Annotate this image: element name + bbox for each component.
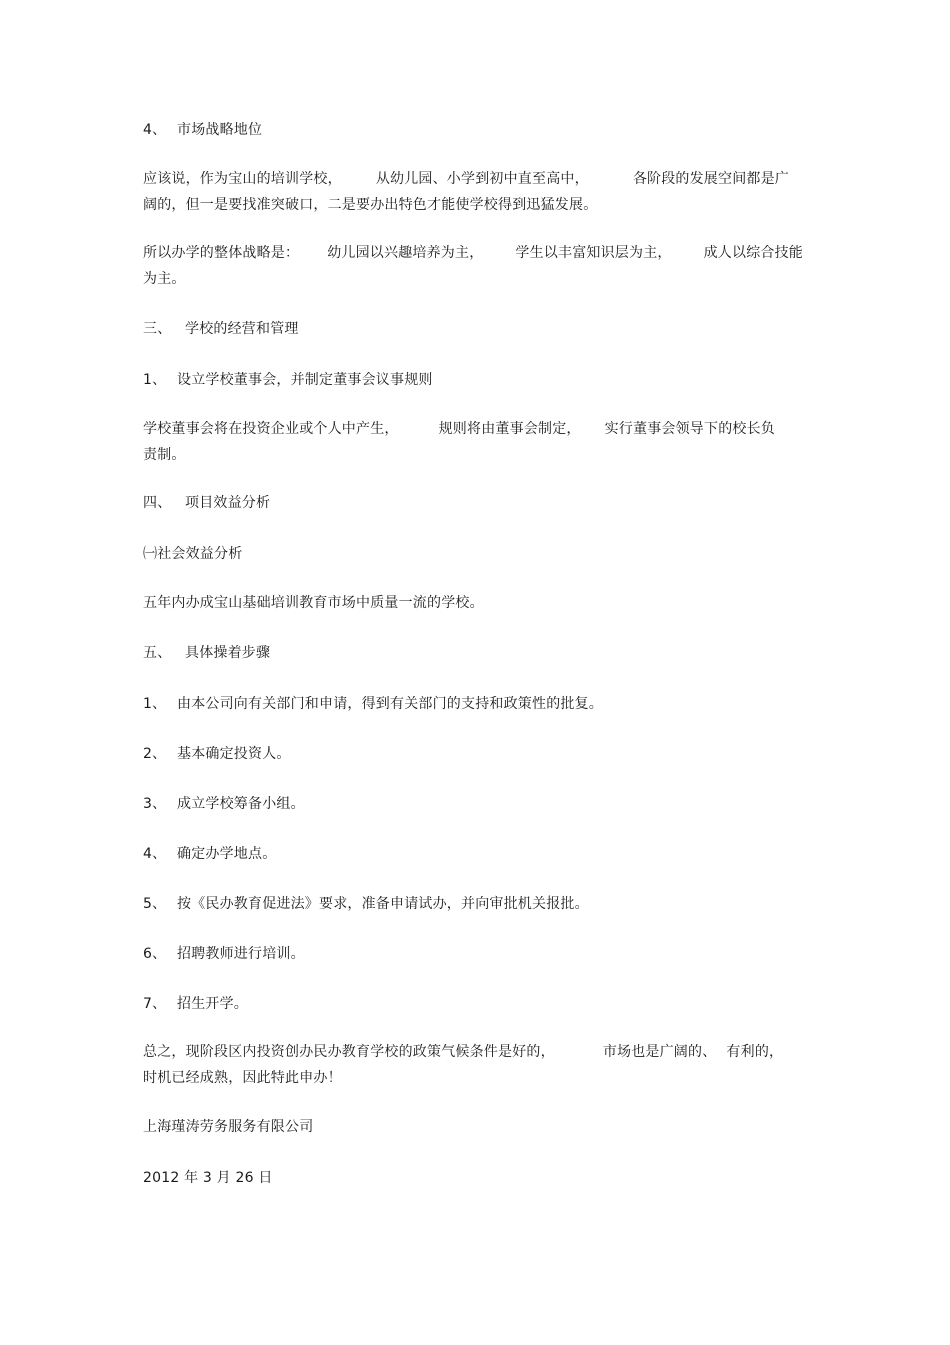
step-text: 招生开学。: [177, 996, 248, 1012]
paragraph-2-line-2: [143, 266, 803, 292]
heading-number: 三、: [143, 321, 172, 337]
step-item: [143, 691, 803, 717]
item-text: 设立学校董事会，并制定董事会议事规则: [177, 372, 433, 388]
step-number: 5、: [143, 896, 167, 912]
text-run: 学生以丰富知识层为主，: [515, 245, 672, 261]
company-name: [143, 1114, 803, 1140]
text-run: 成人以综合技能: [703, 245, 804, 261]
text-run: 总之，现阶段区内投资创办民办教育学校的政策气候条件是好的，: [143, 1044, 555, 1060]
step-text: 招聘教师进行培训。: [177, 946, 305, 962]
text-run: 为主。: [143, 271, 186, 287]
step-text: 成立学校筹备小组。: [177, 796, 305, 812]
text-run: 时机已经成熟，因此特此申办！: [143, 1070, 342, 1086]
step-item: [143, 791, 803, 817]
text-run: 幼儿园以兴趣培养为主，: [327, 245, 484, 261]
step-number: 2、: [143, 746, 167, 762]
text-run: 有利的，: [726, 1044, 784, 1060]
text-run: 应该说，作为宝山的培训学校，: [143, 171, 342, 187]
step-number: 3、: [143, 796, 167, 812]
text-run: 实行董事会领导下的校长负: [604, 421, 776, 437]
paragraph-1-line-1: [143, 166, 803, 192]
paragraph-2-line-1: [143, 240, 803, 266]
step-item: [143, 891, 803, 917]
step-item: [143, 841, 803, 867]
paragraph-1-line-2: [143, 192, 803, 218]
step-number: 7、: [143, 996, 167, 1012]
section-5-heading: [143, 640, 803, 666]
paragraph-3-line-1: [143, 416, 803, 442]
text-run: 所以办学的整体战略是：: [143, 245, 300, 261]
step-item: [143, 741, 803, 767]
heading-text: 学校的经营和管理: [185, 321, 299, 337]
text-run: 各阶段的发展空间都是广: [632, 171, 790, 187]
heading-text: 市场战略地位: [177, 122, 263, 138]
text-run: 学校董事会将在投资企业或个人中产生，: [143, 421, 399, 437]
heading-number: 五、: [143, 645, 172, 661]
text-run: 从幼儿园、小学到初中直至高中，: [375, 171, 589, 187]
section-3-heading: [143, 316, 803, 342]
heading-number: 4、: [143, 122, 167, 138]
heading-number: 四、: [143, 495, 172, 511]
step-item: [143, 941, 803, 967]
step-text: 由本公司向有关部门和申请，得到有关部门的支持和政策性的批复。: [177, 696, 603, 712]
heading-text: 项目效益分析: [185, 495, 271, 511]
section-4-main-heading: [143, 490, 803, 516]
document-date: [143, 1165, 803, 1191]
section-4-subheading: [143, 541, 803, 567]
item-number: 1、: [143, 372, 167, 388]
text-run: 2012 年 3 月 26 日: [143, 1170, 273, 1186]
step-number: 6、: [143, 946, 167, 962]
conclusion-line-1: [143, 1039, 803, 1065]
paragraph-4: [143, 590, 803, 616]
text-run: 上海瑾涛劳务服务有限公司: [143, 1119, 314, 1135]
text-run: 市场也是广阔的、: [602, 1044, 717, 1060]
step-text: 按《民办教育促进法》要求，准备申请试办，并向审批机关报批。: [177, 896, 589, 912]
conclusion-line-2: [143, 1065, 803, 1091]
text-run: 责制。: [143, 447, 186, 463]
text-run: 规则将由董事会制定，: [438, 421, 581, 437]
step-text: 确定办学地点。: [177, 846, 277, 862]
step-number: 4、: [143, 846, 167, 862]
section-3-item-1: [143, 367, 803, 393]
text-run: 五年内办成宝山基础培训教育市场中质量一流的学校。: [143, 595, 484, 611]
step-item: [143, 991, 803, 1017]
section-4-heading: [143, 117, 803, 143]
step-text: 基本确定投资人。: [177, 746, 291, 762]
heading-text: 具体操着步骤: [185, 645, 271, 661]
text-run: 阔的，但一是要找准突破口，二是要办出特色才能使学校得到迅猛发展。: [143, 197, 598, 213]
subheading-text: ㈠社会效益分析: [143, 546, 243, 562]
step-number: 1、: [143, 696, 167, 712]
paragraph-3-line-2: [143, 442, 803, 468]
